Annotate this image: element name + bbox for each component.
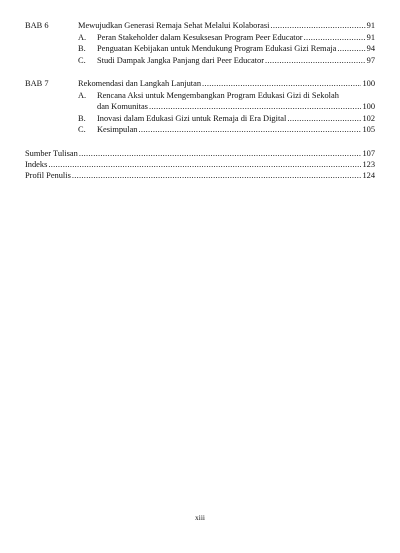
toc-entry-sumber-tulisan[interactable] bbox=[25, 148, 375, 159]
leader-dots bbox=[265, 55, 366, 66]
item-letter: B. bbox=[78, 44, 86, 53]
toc-entry[interactable] bbox=[97, 43, 375, 54]
toc-entry[interactable] bbox=[97, 101, 375, 112]
page-number: 100 bbox=[362, 102, 375, 111]
leader-dots bbox=[287, 113, 361, 124]
leader-dots bbox=[270, 20, 365, 31]
leader-dots bbox=[138, 124, 361, 135]
chapter-title-row[interactable] bbox=[78, 78, 375, 89]
page-number: 105 bbox=[362, 125, 375, 134]
entry-title: Peran Stakeholder dalam Kesuksesan Program Peer Educator bbox=[97, 33, 303, 42]
entry-title: Penguatan Kebijakan untuk Mendukung Program Edukasi Gizi Remaja bbox=[97, 44, 337, 53]
leader-dots bbox=[304, 32, 366, 43]
entry-title: Profil Penulis bbox=[25, 171, 71, 180]
chapter-title: Mewujudkan Generasi Remaja Sehat Melalui Kolaborasi bbox=[78, 21, 270, 30]
page-number: 124 bbox=[362, 171, 375, 180]
leader-dots bbox=[72, 170, 362, 181]
item-letter: A. bbox=[78, 91, 87, 100]
entry-title: Indeks bbox=[25, 160, 48, 169]
page-number: 123 bbox=[362, 160, 375, 169]
chapter-label: BAB 6 bbox=[25, 21, 49, 30]
page-number: 94 bbox=[366, 44, 375, 53]
toc-entry-indeks[interactable] bbox=[25, 159, 375, 170]
entry-title: Kesimpulan bbox=[97, 125, 138, 134]
chapter-title: Rekomendasi dan Langkah Lanjutan bbox=[78, 79, 202, 88]
item-letter: C. bbox=[78, 56, 86, 65]
page-number: 91 bbox=[366, 21, 375, 30]
page-number: 100 bbox=[362, 79, 375, 88]
leader-dots bbox=[48, 159, 361, 170]
toc-entry[interactable] bbox=[97, 32, 375, 43]
item-letter: B. bbox=[78, 114, 86, 123]
leader-dots bbox=[202, 78, 361, 89]
toc-entry[interactable] bbox=[97, 113, 375, 124]
page-footer-number: xiii bbox=[194, 513, 205, 522]
page-number: 97 bbox=[366, 56, 375, 65]
chapter-label: BAB 7 bbox=[25, 79, 49, 88]
toc-entry-profil-penulis[interactable] bbox=[25, 170, 375, 181]
chapter-title-row[interactable] bbox=[78, 20, 375, 31]
page-number: 107 bbox=[362, 149, 375, 158]
item-letter: C. bbox=[78, 125, 86, 134]
entry-title: Studi Dampak Jangka Panjang dari Peer Educator bbox=[97, 56, 264, 65]
entry-title: Inovasi dalam Edukasi Gizi untuk Remaja di Era Digital bbox=[97, 114, 287, 123]
leader-dots bbox=[79, 148, 362, 159]
toc-entry[interactable] bbox=[97, 55, 375, 66]
page-number: 91 bbox=[366, 33, 375, 42]
item-letter: A. bbox=[78, 33, 87, 42]
toc-entry[interactable] bbox=[97, 124, 375, 135]
leader-dots bbox=[337, 43, 365, 54]
entry-title: Sumber Tulisan bbox=[25, 149, 78, 158]
page-number: 102 bbox=[362, 114, 375, 123]
entry-title: dan Komunitas bbox=[97, 102, 148, 111]
entry-title-line1[interactable]: Rencana Aksi untuk Mengembangkan Program Edukasi Gizi di Sekolah bbox=[97, 91, 339, 100]
leader-dots bbox=[149, 101, 361, 112]
